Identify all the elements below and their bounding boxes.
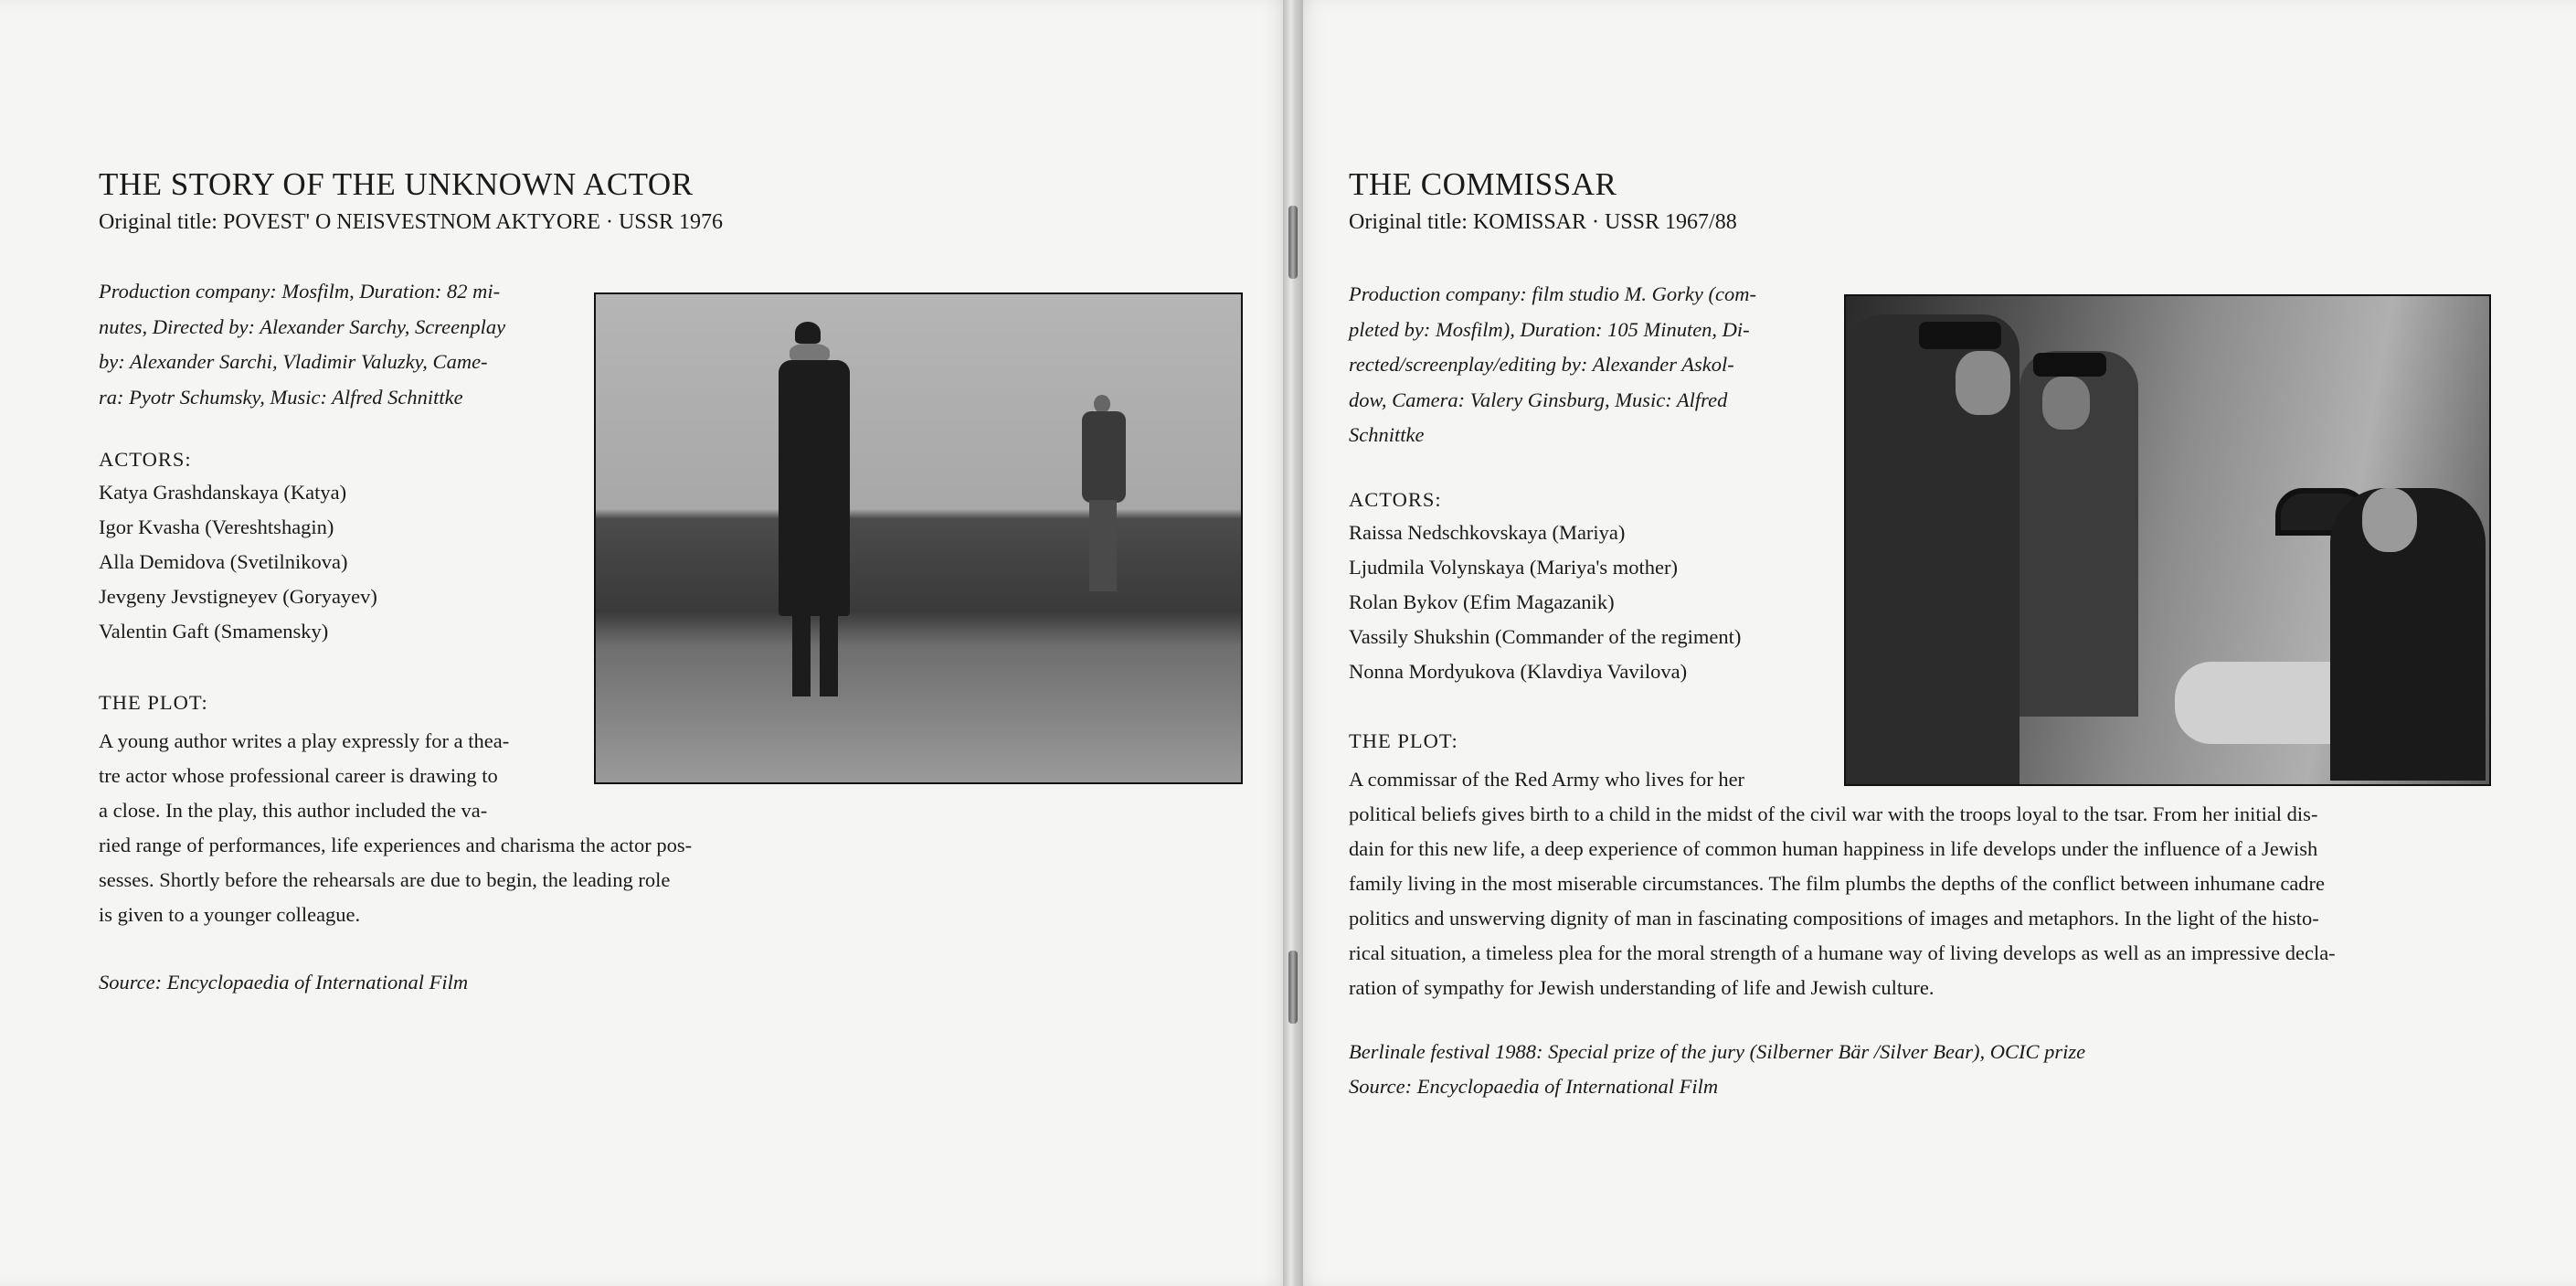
figure-hat <box>795 322 821 344</box>
right-credits <box>1349 277 1815 453</box>
right-plot-line: A commissar of the Red Army who lives for her <box>1349 768 1745 791</box>
soldier-cap <box>2033 353 2106 377</box>
right-actors-heading: ACTORS: <box>1349 488 1442 511</box>
right-credit-line: rected/screenplay/editing by: Alexander Askol- <box>1349 353 1734 376</box>
left-plot-line: A young author writes a play expressly for a thea- <box>99 729 510 752</box>
left-plot-line: is given to a younger colleague. <box>99 903 361 926</box>
left-plot-line: a close. In the play, this author included the va- <box>99 799 488 822</box>
left-credit-line: Production company: Mosfilm, Duration: 82 mi- <box>99 280 501 303</box>
right-actor: Ljudmila Volynskaya (Mariya's mother) <box>1349 556 1679 579</box>
woman-face <box>2362 488 2417 552</box>
right-plot-line: politics and unswerving dignity of man in fascinating compositions of images and metaphors. In the light of the histo- <box>1349 907 2319 930</box>
right-actors <box>1349 488 1741 689</box>
right-actor: Rolan Bykov (Efim Magazanik) <box>1349 590 1615 613</box>
soldier-cap <box>1919 322 2001 349</box>
soldier-face <box>2042 377 2090 430</box>
left-actor: Alla Demidova (Svetilnikova) <box>99 550 348 573</box>
left-credit-line: nutes, Directed by: Alexander Sarchy, Screenplay <box>99 314 506 338</box>
right-credit-line: dow, Camera: Valery Ginsburg, Music: Alfred <box>1349 388 1728 411</box>
right-plot-heading: THE PLOT: <box>1349 729 1458 752</box>
left-actors-heading: ACTORS: <box>99 448 192 471</box>
right-original-title: Original title: KOMISSAR · USSR 1967/88 <box>1349 210 1737 234</box>
left-credits <box>99 274 574 415</box>
right-credit-line: Schnittke <box>1349 423 1425 446</box>
child-head <box>1094 395 1110 413</box>
left-plot-line: tre actor whose professional career is drawing to <box>99 764 498 787</box>
figure-coat <box>779 360 850 616</box>
right-actor: Vassily Shukshin (Commander of the regiment) <box>1349 625 1742 648</box>
right-credit-line: pleted by: Mosfilm), Duration: 105 Minuten, Di- <box>1349 317 1750 341</box>
left-actor: Jevgeny Jevstigneyev (Goryayev) <box>99 585 377 608</box>
figure-leg <box>820 610 838 696</box>
left-source: Source: Encyclopaedia of International Film <box>99 971 469 994</box>
left-actor: Katya Grashdanskaya (Katya) <box>99 481 347 504</box>
staple <box>1288 206 1298 279</box>
right-plot-line: political beliefs gives birth to a child in the midst of the civil war with the troops loyal to the tsar. From her initial dis- <box>1349 802 2318 825</box>
left-credit-line: by: Alexander Sarchi, Vladimir Valuzky, Came- <box>99 350 488 373</box>
right-festival: Berlinale festival 1988: Special prize of the jury (Silberner Bär /Silver Bear), OCIC prize <box>1349 1040 2086 1063</box>
child-coat <box>1082 411 1126 503</box>
right-plot-line: rical situation, a timeless plea for the moral strength of a humane way of living develops as well as an impressive decla- <box>1349 941 2336 964</box>
left-credit-line: ra: Pyotr Schumsky, Music: Alfred Schnittke <box>99 385 463 409</box>
left-plot-line: sesses. Shortly before the rehearsals are due to begin, the leading role <box>99 868 671 891</box>
right-plot-line: dain for this new life, a deep experience of common human happiness in life develops under the influence of a Jewish <box>1349 837 2318 860</box>
staple <box>1288 951 1298 1024</box>
right-plot <box>1349 762 2336 1005</box>
left-original-title: Original title: POVEST' O NEISVESTNOM AKTYORE · USSR 1976 <box>99 210 724 234</box>
right-plot-line: ration of sympathy for Jewish understanding of life and Jewish culture. <box>1349 976 1935 999</box>
left-actors <box>99 448 377 649</box>
figure-leg <box>792 610 811 696</box>
right-plot-heading-wrap <box>1349 729 1458 753</box>
show-through-text <box>621 174 1252 278</box>
left-plot-heading: THE PLOT: <box>99 691 208 714</box>
film-still-photo <box>1844 294 2491 786</box>
right-source: Source: Encyclopaedia of International Film <box>1349 1075 1719 1098</box>
left-plot-heading-wrap <box>99 691 208 715</box>
left-actor: Igor Kvasha (Vereshtshagin) <box>99 515 334 538</box>
left-film-title: THE STORY OF THE UNKNOWN ACTOR <box>99 166 694 202</box>
right-film-header <box>1349 166 1737 235</box>
right-film-title: THE COMMISSAR <box>1349 166 1617 202</box>
right-plot-line: family living in the most miserable circumstances. The film plumbs the depths of the conflict between inhumane cadre <box>1349 872 2326 895</box>
left-plot-line: ried range of performances, life experiences and charisma the actor pos- <box>99 834 693 856</box>
left-actor: Valentin Gaft (Smamensky) <box>99 620 329 643</box>
right-credit-line: Production company: film studio M. Gorky (com- <box>1349 282 1756 305</box>
child-legs <box>1089 500 1117 591</box>
right-actor: Raissa Nedschkovskaya (Mariya) <box>1349 521 1626 544</box>
film-still-photo <box>594 292 1243 784</box>
soldier-face <box>1956 351 2010 415</box>
booklet-spine <box>1283 0 1303 1286</box>
right-actor: Nonna Mordyukova (Klavdiya Vavilova) <box>1349 660 1688 683</box>
